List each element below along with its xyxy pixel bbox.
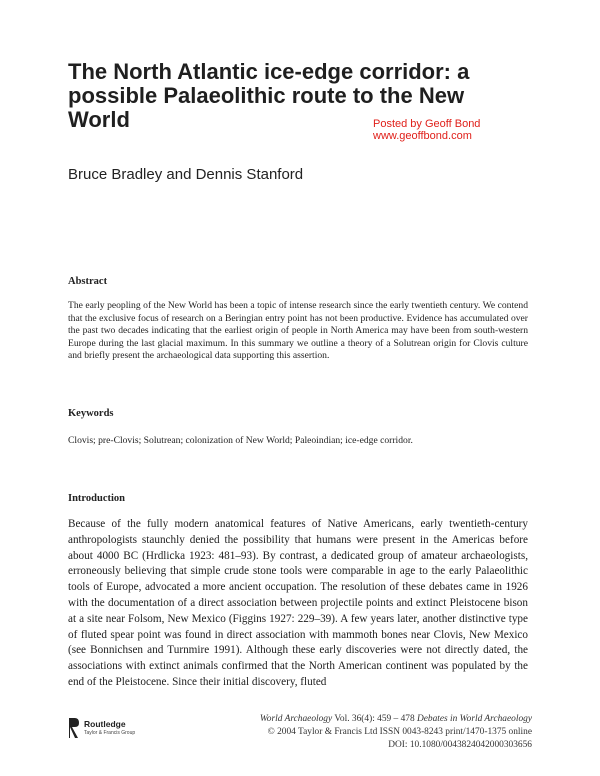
publisher-group: Taylor & Francis Group bbox=[84, 730, 136, 736]
publisher-name: Routledge bbox=[84, 719, 126, 729]
keywords-heading: Keywords bbox=[68, 408, 114, 419]
keywords-text: Clovis; pre-Clovis; Solutrean; colonization of New World; Paleoindian; ice-edge corridor. bbox=[68, 435, 413, 446]
journal-name: World Archaeology bbox=[259, 714, 333, 724]
citation-line bbox=[260, 713, 532, 726]
posted-by-note bbox=[373, 118, 480, 142]
routledge-r-icon bbox=[68, 717, 80, 739]
doi-line: DOI: 10.1080/0043824042000303656 bbox=[388, 740, 532, 750]
abstract-text: The early peopling of the New World has been a topic of intense research since the early twentieth century. We contend that the exclusive focus of research on a Beringian entry point has not been productive. Evidence has accumulated over the past two decades indicating that the earliest origin of people in North America may have been from south-western Europe during the last glacial maximum. In this summary we outline a theory of a Solutrean origin for Clovis culture and briefly present the archaeological data supporting this assertion. bbox=[68, 300, 528, 362]
journal-series: Debates in World Archaeology bbox=[416, 714, 532, 724]
authors: Bruce Bradley and Dennis Stanford bbox=[68, 166, 304, 183]
copyright-line: © 2004 Taylor & Francis Ltd ISSN 0043-8243 print/1470-1375 online bbox=[267, 727, 532, 737]
article-title: The North Atlantic ice-edge corridor: a possible Palaeolithic route to the New World bbox=[68, 59, 470, 132]
introduction-text: Because of the fully modern anatomical features of Native Americans, early twentieth-century anthropologists staunchly denied the possibility that humans were present in the Americas before about 4000 BC (Hrdlicka 1923: 481–93). By contrast, a dedicated group of amateur archaeologists, erroneously believing that simple crude stone tools were comparable in age to the early Palaeolithic tools of Europe, advocated a more ancient occupation. The resolution of these debates came in 1926 with the documentation of a direct association between projectile points and extinct Pleistocene bison at a site near Folsom, New Mexico (Figgins 1927: 229–39). A few years later, another distinctive type of fluted spear point was found in direct association with mammoth bones near Clovis, New Mexico (see Bonnichsen and Turnmire 1991). Although these early discoveries were not directly dated, the associations with extinct animals confirmed that the North American continent was populated by the end of the Pleistocene. Since their initial discovery, fluted bbox=[68, 518, 528, 688]
citation-footer bbox=[260, 713, 532, 752]
introduction-heading: Introduction bbox=[68, 493, 125, 504]
journal-volume: Vol. 36(4): 459 – 478 bbox=[334, 714, 415, 724]
posted-by-url[interactable]: www.geoffbond.com bbox=[373, 130, 472, 142]
publisher-logo bbox=[68, 715, 168, 743]
abstract-heading: Abstract bbox=[68, 276, 108, 287]
posted-by-line: Posted by Geoff Bond bbox=[373, 118, 481, 130]
